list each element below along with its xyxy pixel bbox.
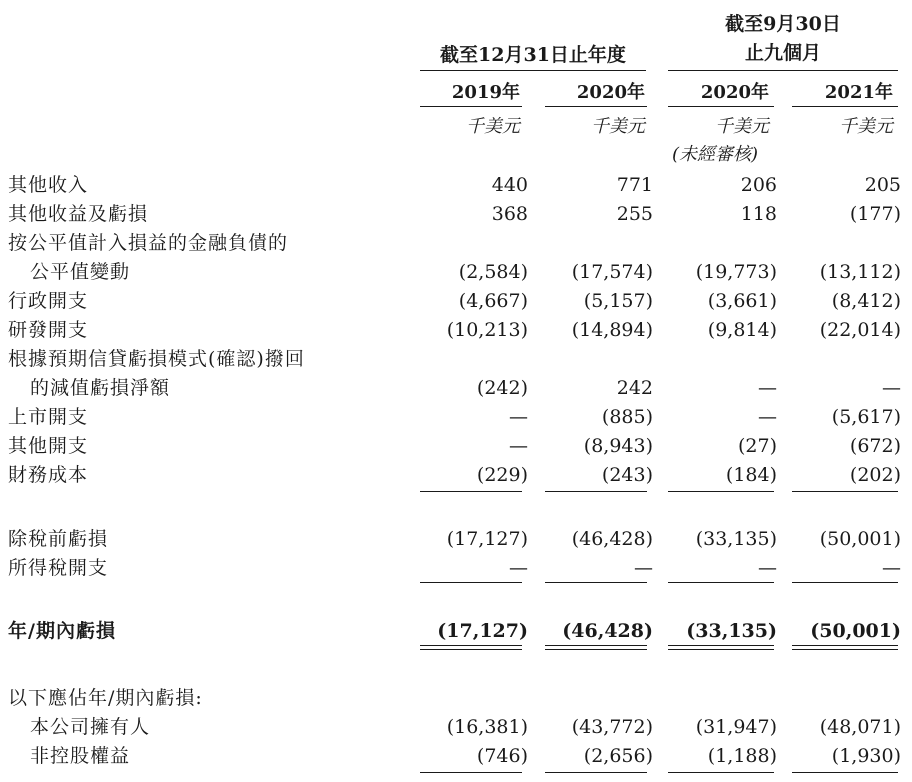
table-row bbox=[0, 374, 912, 402]
value-2021-nine-months: — bbox=[882, 377, 901, 399]
row-label: 財務成本 bbox=[8, 464, 89, 486]
row-label: 以下應佔年/期內虧損: bbox=[8, 687, 203, 709]
table-row-total bbox=[0, 617, 912, 645]
column-header-2021-nine-months: 2021年 bbox=[824, 82, 893, 103]
subtotal-rule bbox=[668, 491, 774, 492]
column-header-2020-nine-months: 2020年 bbox=[700, 82, 769, 103]
value-2019: — bbox=[509, 557, 528, 579]
value-2021-nine-months: — bbox=[882, 557, 901, 579]
row-label: 非控股權益 bbox=[30, 745, 131, 767]
year-underline-2020-nine-months bbox=[668, 106, 774, 107]
table-row bbox=[0, 229, 912, 257]
total-double-rule bbox=[545, 645, 647, 650]
bottom-rule bbox=[420, 772, 522, 773]
year-underline-2020 bbox=[545, 106, 647, 107]
column-header-2019: 2019年 bbox=[451, 82, 520, 103]
row-label: 公平值變動 bbox=[30, 261, 131, 283]
subtotal-rule bbox=[792, 582, 898, 583]
value-2020-nine-months: (33,135) bbox=[686, 620, 777, 642]
bottom-rule bbox=[668, 772, 774, 773]
value-2020: (14,894) bbox=[571, 319, 653, 341]
value-2020-nine-months: — bbox=[758, 406, 777, 428]
table-row bbox=[0, 171, 912, 199]
value-2020-nine-months: (27) bbox=[737, 435, 777, 457]
table-row bbox=[0, 345, 912, 373]
value-2021-nine-months: (50,001) bbox=[819, 528, 901, 550]
value-2021-nine-months: (8,412) bbox=[831, 290, 901, 312]
row-label: 所得稅開支 bbox=[8, 557, 109, 579]
table-row bbox=[0, 287, 912, 315]
value-2020: (46,428) bbox=[562, 620, 653, 642]
row-label: 其他開支 bbox=[8, 435, 89, 457]
value-2020: (46,428) bbox=[571, 528, 653, 550]
value-2020: 255 bbox=[616, 203, 653, 225]
table-row bbox=[0, 316, 912, 344]
value-2021-nine-months: (22,014) bbox=[819, 319, 901, 341]
value-2019: (2,584) bbox=[458, 261, 528, 283]
table-row bbox=[0, 525, 912, 553]
value-2020: (5,157) bbox=[583, 290, 653, 312]
value-2020-nine-months: — bbox=[758, 377, 777, 399]
value-2019: — bbox=[509, 406, 528, 428]
value-2021-nine-months: (13,112) bbox=[819, 261, 901, 283]
value-2020: 242 bbox=[616, 377, 653, 399]
value-2019: (4,667) bbox=[458, 290, 528, 312]
value-2020-nine-months: — bbox=[758, 557, 777, 579]
value-2021-nine-months: (1,930) bbox=[831, 745, 901, 767]
value-2019: 440 bbox=[491, 174, 528, 196]
row-label: 按公平值計入損益的金融負債的 bbox=[8, 232, 289, 254]
table-row bbox=[0, 554, 912, 582]
table-row bbox=[0, 258, 912, 286]
table-row bbox=[0, 742, 912, 770]
row-label: 本公司擁有人 bbox=[30, 716, 151, 738]
subtotal-rule bbox=[420, 582, 522, 583]
unit-label: 千美元 bbox=[715, 116, 769, 137]
value-2020: (43,772) bbox=[571, 716, 653, 738]
total-double-rule bbox=[668, 645, 774, 650]
value-2020: — bbox=[634, 557, 653, 579]
value-2019: (229) bbox=[476, 464, 528, 486]
subtotal-rule bbox=[792, 491, 898, 492]
subtotal-rule bbox=[545, 582, 647, 583]
table-row bbox=[0, 403, 912, 431]
row-label: 研發開支 bbox=[8, 319, 89, 341]
row-label: 行政開支 bbox=[8, 290, 89, 312]
row-label: 根據預期信貸虧損模式(確認)撥回 bbox=[8, 348, 305, 370]
value-2019: (746) bbox=[476, 745, 528, 767]
value-2020-nine-months: (19,773) bbox=[695, 261, 777, 283]
value-2021-nine-months: (202) bbox=[849, 464, 901, 486]
subtotal-rule bbox=[545, 491, 647, 492]
group-header-nine-months-line1: 截至9月30日 bbox=[725, 13, 841, 35]
value-2020: (243) bbox=[601, 464, 653, 486]
value-2020-nine-months: 206 bbox=[740, 174, 777, 196]
table-row bbox=[0, 200, 912, 228]
value-2020: (17,574) bbox=[571, 261, 653, 283]
unit-label: 千美元 bbox=[466, 116, 520, 137]
value-2019: (17,127) bbox=[437, 620, 528, 642]
year-underline-2019 bbox=[420, 106, 522, 107]
total-double-rule bbox=[420, 645, 522, 650]
value-2020-nine-months: (9,814) bbox=[707, 319, 777, 341]
year-underline-2021-nine-months bbox=[792, 106, 898, 107]
value-2019: (10,213) bbox=[446, 319, 528, 341]
row-label: 其他收益及虧損 bbox=[8, 203, 149, 225]
value-2020-nine-months: (31,947) bbox=[695, 716, 777, 738]
value-2021-nine-months: (672) bbox=[849, 435, 901, 457]
value-2020-nine-months: (184) bbox=[725, 464, 777, 486]
total-double-rule bbox=[792, 645, 898, 650]
unit-label: 千美元 bbox=[591, 116, 645, 137]
value-2020: (885) bbox=[601, 406, 653, 428]
value-2021-nine-months: (50,001) bbox=[810, 620, 901, 642]
bottom-rule bbox=[792, 772, 898, 773]
row-label: 年/期內虧損 bbox=[8, 620, 116, 642]
value-2020-nine-months: (1,188) bbox=[707, 745, 777, 767]
table-row bbox=[0, 684, 912, 712]
value-2021-nine-months: 205 bbox=[864, 174, 901, 196]
group-underline-sep bbox=[668, 70, 898, 71]
group-underline-dec bbox=[420, 70, 646, 71]
row-label: 上市開支 bbox=[8, 406, 89, 428]
value-2021-nine-months: (5,617) bbox=[831, 406, 901, 428]
bottom-rule bbox=[545, 772, 647, 773]
value-2019: (242) bbox=[476, 377, 528, 399]
table-row bbox=[0, 432, 912, 460]
column-header-2020: 2020年 bbox=[576, 82, 645, 103]
group-header-year-ended-dec: 截至12月31日止年度 bbox=[440, 44, 626, 66]
value-2020: (8,943) bbox=[583, 435, 653, 457]
value-2021-nine-months: (48,071) bbox=[819, 716, 901, 738]
value-2019: (17,127) bbox=[446, 528, 528, 550]
value-2019: — bbox=[509, 435, 528, 457]
value-2020: (2,656) bbox=[583, 745, 653, 767]
value-2020-nine-months: 118 bbox=[740, 203, 777, 225]
subtotal-rule bbox=[668, 582, 774, 583]
unaudited-note: (未經審核) bbox=[671, 144, 759, 165]
value-2019: 368 bbox=[491, 203, 528, 225]
value-2020: 771 bbox=[616, 174, 653, 196]
value-2020-nine-months: (3,661) bbox=[707, 290, 777, 312]
group-header-nine-months-line2: 止九個月 bbox=[744, 42, 821, 64]
subtotal-rule bbox=[420, 491, 522, 492]
row-label: 其他收入 bbox=[8, 174, 89, 196]
value-2019: (16,381) bbox=[446, 716, 528, 738]
row-label: 除稅前虧損 bbox=[8, 528, 109, 550]
unit-label: 千美元 bbox=[839, 116, 893, 137]
table-row bbox=[0, 713, 912, 741]
value-2021-nine-months: (177) bbox=[849, 203, 901, 225]
table-row bbox=[0, 461, 912, 489]
row-label: 的減值虧損淨額 bbox=[30, 377, 171, 399]
value-2020-nine-months: (33,135) bbox=[695, 528, 777, 550]
